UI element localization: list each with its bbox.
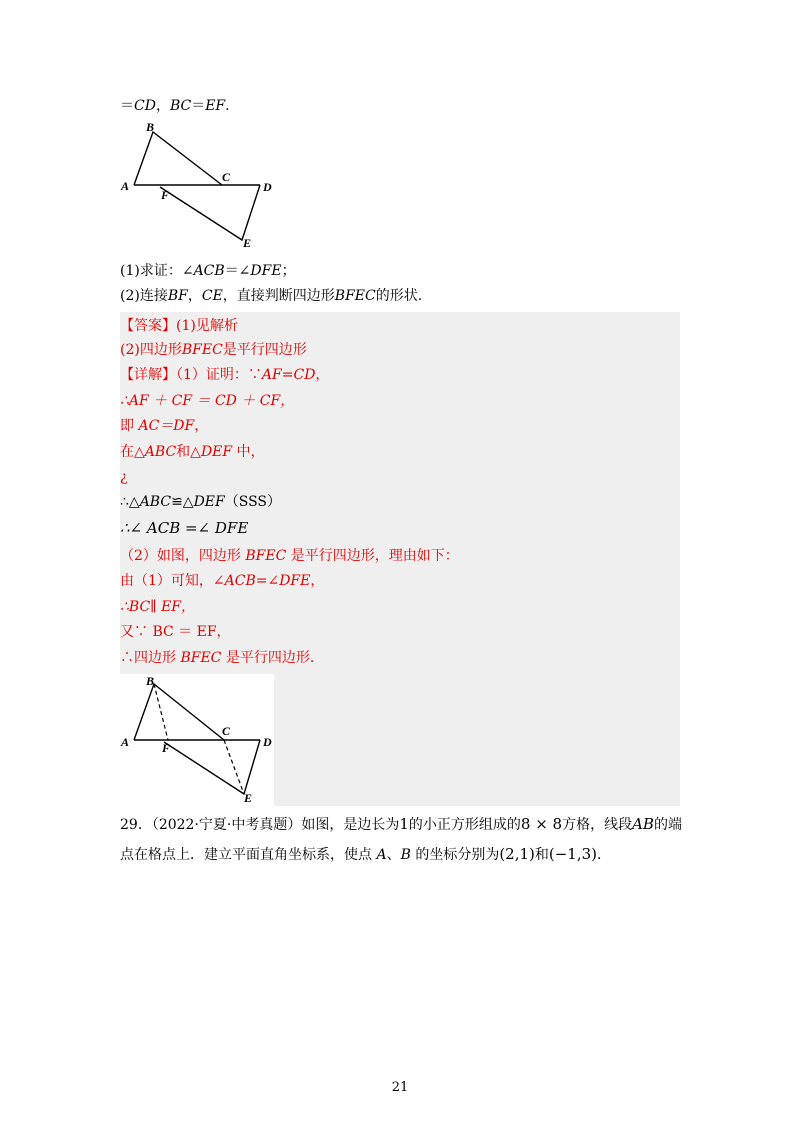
text: (1)见解析 [176, 318, 238, 334]
text: 29．（2022·宁夏·中考真题）如图，是边长为 [120, 817, 400, 833]
text: 是平行四边形. [221, 650, 315, 666]
text: 和 [534, 847, 549, 863]
text: 、 [386, 847, 401, 863]
label-e: E [243, 236, 252, 250]
text: 又∵ BC ＝ EF， [120, 624, 231, 640]
text: ＝ [120, 98, 134, 114]
label-c: C [222, 724, 231, 738]
text: ∴AF ＋ CF ＝ CD ＋ CF， [120, 393, 295, 409]
detail-line-12 [120, 648, 314, 668]
text: . [597, 847, 602, 863]
answer-line-1 [120, 316, 238, 336]
text: CD [134, 98, 156, 114]
question-1 [120, 261, 296, 281]
text: BF [167, 288, 188, 304]
problem-29-line-2 [120, 844, 601, 865]
detail-line-6 [120, 492, 281, 512]
text: BC [169, 98, 192, 114]
text: ABC [139, 494, 172, 510]
detail-line-4 [120, 442, 265, 462]
text: ， [155, 98, 170, 114]
detail-line-2 [120, 391, 294, 411]
problem-29-line-1 [120, 814, 682, 835]
label-d: D [263, 180, 272, 194]
text: CE [201, 288, 223, 304]
text: BFEC [245, 548, 287, 564]
text: B [400, 847, 411, 863]
text: （1）证明：∵ [176, 367, 262, 383]
detail-line-11 [120, 622, 231, 642]
label-f: F [162, 741, 171, 755]
label-b: B [146, 120, 155, 134]
text: ∴∠ ACB =∠ DFE [120, 519, 249, 537]
label-e: E [244, 791, 253, 805]
detail-line-3 [120, 416, 208, 436]
page-number: 21 [391, 1080, 409, 1095]
text: ，直接判断四边形 [222, 288, 335, 304]
text: ， [194, 418, 209, 434]
text: ABC [144, 444, 177, 460]
detail-line-1 [120, 365, 329, 385]
text: 即 [120, 418, 139, 434]
text: 中， [232, 444, 265, 460]
text: BFEC [334, 288, 376, 304]
detail-line-5 [120, 467, 128, 487]
text: (2)四边形 [120, 342, 182, 358]
text: AF=CD [261, 367, 316, 383]
detail-line-10 [120, 597, 195, 617]
text: 在△ [120, 444, 145, 460]
text: ＝ [191, 98, 206, 114]
label-a: A [121, 179, 130, 193]
label-c: C [222, 170, 231, 184]
text: ＝∠ [224, 263, 251, 279]
text: 1 [399, 815, 409, 833]
text: (1)求证：∠ [120, 263, 194, 279]
text: DFE [250, 263, 282, 279]
text: (2)连接 [120, 288, 168, 304]
text: AC＝DF [138, 418, 195, 434]
text: 的坐标分别为 [410, 847, 500, 863]
detail-line-8 [120, 546, 459, 566]
text: DEF [200, 444, 233, 460]
text: ∴BC∥ EF， [120, 599, 196, 615]
text: 的形状. [375, 288, 423, 304]
text: 和△ [176, 444, 201, 460]
text: 点在格点上．建立平面直角坐标系，使点 [120, 847, 377, 863]
text: A [376, 847, 387, 863]
text: ¿ [120, 469, 128, 485]
text: ， [187, 288, 202, 304]
label-d: D [263, 735, 272, 749]
top-line [120, 96, 230, 116]
text: 的小正方形组成的 [408, 817, 521, 833]
text: 由（1）可知，∠ [120, 573, 225, 589]
text: ∴四边形 [120, 650, 181, 666]
text: ； [281, 263, 296, 279]
text: DEF [193, 494, 225, 510]
text: EF [205, 98, 226, 114]
text: (2,1) [499, 845, 535, 863]
text: ， [315, 367, 330, 383]
text: . [225, 98, 230, 114]
geometry-figure-2 [120, 674, 274, 806]
text: 8 × 8 [520, 815, 563, 833]
label-f: F [161, 188, 170, 202]
text: ≌△ [171, 494, 194, 510]
text: 的端 [653, 817, 682, 833]
text: （2）如图，四边形 [120, 548, 246, 564]
geometry-figure-1 [118, 118, 288, 253]
text: ， [310, 573, 325, 589]
label-b: B [146, 674, 155, 688]
label-a: A [121, 735, 130, 749]
text: 是平行四边形，理由如下： [286, 548, 459, 564]
text: ∴△ [120, 494, 140, 510]
detail-tag: 【详解】 [120, 367, 176, 383]
text: (−1,3) [548, 845, 598, 863]
text: AB [632, 815, 654, 833]
answer-line-2 [120, 340, 307, 360]
answer-tag: 【答案】 [120, 318, 176, 334]
text: 是平行四边形 [222, 342, 307, 358]
text: BFEC [180, 650, 222, 666]
detail-line-7 [120, 518, 248, 538]
detail-line-9 [120, 571, 324, 591]
text: 方格，线段 [562, 817, 633, 833]
text: ACB=∠DFE [224, 573, 311, 589]
text: ACB [193, 263, 225, 279]
text: （SSS） [224, 494, 282, 510]
question-2 [120, 286, 422, 306]
text: BFEC [181, 342, 223, 358]
